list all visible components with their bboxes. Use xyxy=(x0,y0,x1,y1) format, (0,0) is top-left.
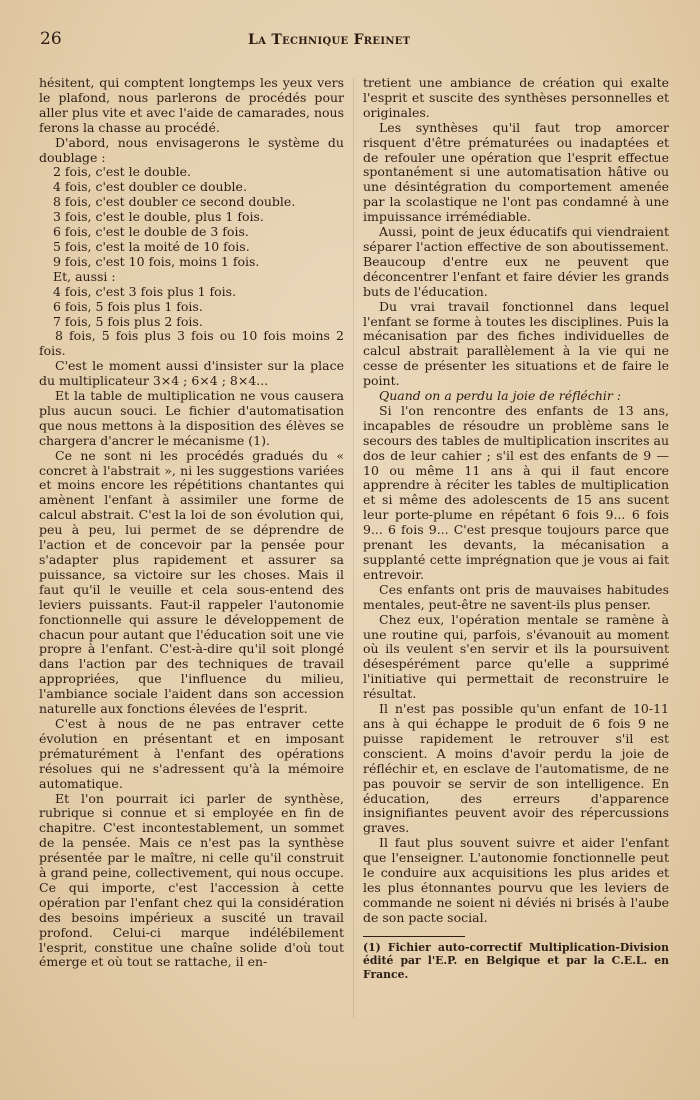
paragraph: Du vrai travail fonctionnel dans lequel l'enfant se forme à toutes les disciplines. Puis la mécanisation par des fiches individuelles de calcul abstrait parallèlement à la vie qui ne cesse de présenter les situations et de faire le point. xyxy=(363,298,669,389)
paragraph: Il faut plus souvent suivre et aider l'enfant que l'enseigner. L'autonomie fonctionnelle peut le conduire aux acquisitions les plus arides et les plus étonnantes pourvu que les leviers de commande ne soient ni déviés ni brisés à l'aube de son pacte social. xyxy=(363,835,669,925)
right-text-column xyxy=(363,76,669,981)
paragraph: 6 fois, 5 fois plus 1 fois. xyxy=(53,298,203,314)
paragraph: 8 fois, 5 fois plus 3 fois ou 10 fois moins 2 fois. xyxy=(39,328,344,359)
paragraph: 5 fois, c'est la moité de 10 fois. xyxy=(53,238,250,254)
paragraph: 3 fois, c'est le double, plus 1 fois. xyxy=(53,209,264,225)
paragraph: Et l'on pourrait ici parler de synthèse, rubrique si connue et si employée en fin de chapitre. C'est incontestablement, un sommet de la pensée. Mais ce n'est pas la synthèse présentée par le maître, ni celle qu'il construit à grand peine, collectivement, qui nous occupe. Ce qui importe, c'est l'accession à cette opération par l'enfant chez qui la considération des besoins impérieux a suscité un travail profond. Celui-ci marque indélébilement l'esprit, constitue une chaîne solide d'où tout émerge et où tout se rattache, il en- xyxy=(39,790,344,970)
footnote: (1) Fichier auto-correctif Multiplication-Division édité par l'E.P. en Belgique et par la C.E.L. en France. xyxy=(363,940,669,981)
paragraph: Et la table de multiplication ne vous causera plus aucun souci. Le fichier d'automatisation que nous mettons à la disposition des élèves se chargera d'ancrer le mécanisme (1). xyxy=(39,388,344,448)
column-divider xyxy=(353,78,354,1018)
paragraph: D'abord, nous envisagerons le système du doublage : xyxy=(39,134,344,165)
paragraph: 4 fois, c'est 3 fois plus 1 fois. xyxy=(53,283,237,299)
paragraph: Chez eux, l'opération mentale se ramène à une routine qui, parfois, s'évanouit au moment où ils veulent s'en servir et ils la poursuivent désespérément parce qu'elle a supprimé l'initiative qui permettait de reconstruire le résultat. xyxy=(363,611,669,702)
paragraph: 9 fois, c'est 10 fois, moins 1 fois. xyxy=(53,253,260,269)
paragraph: Et, aussi : xyxy=(53,268,116,284)
paragraph: hésitent, qui comptent longtemps les yeux vers le plafond, nous parlerons de procédés pour aller plus vite et avec l'aide de camarades, nous ferons la chasse au procédé. xyxy=(39,75,344,135)
page-number: 26 xyxy=(40,29,62,49)
paragraph: Ce ne sont ni les procédés gradués du « concret à l'abstrait », ni les suggestions variées et moins encore les répétitions chantantes qui amènent l'enfant à assimiler une forme de calcul abstrait. C'est la loi de son évolution qui, peu à peu, lui permet de se déprendre de l'action et de concevoir par la pensée pour s'adapter plus rapidement et assurer sa puissance, sa victoire sur les choses. Mais il faut qu'il le veuille et cela sous-entend des leviers puissants. Faut-il rappeler l'autonomie fonctionnelle qui assure le développement de chacun pour autant que l'éducation soit une vie propre à l'enfant. C'est-à-dire qu'il soit plongé dans l'action par des techniques de travail appropriées, que l'influence du milieu, l'ambiance sociale l'aident dans son accession naturelle aux fonctions élevées de l'esprit. xyxy=(39,447,344,717)
paragraph: Ces enfants ont pris de mauvaises habitudes mentales, peut-être ne savent-ils plus penser. xyxy=(363,581,669,612)
paragraph: 4 fois, c'est doubler ce double. xyxy=(53,179,247,195)
page-header xyxy=(0,26,700,56)
footnote-rule xyxy=(363,936,465,937)
paragraph: 8 fois, c'est doubler ce second double. xyxy=(53,194,296,210)
running-title: La Technique Freinet xyxy=(248,32,411,48)
section-heading: Quand on a perdu la joie de réfléchir : xyxy=(379,388,622,404)
paragraph: Aussi, point de jeux éducatifs qui viendraient séparer l'action effective de son aboutissement. Beaucoup d'entre eux ne peuvent que déconcentrer l'enfant et faire dévier les grands buts de l'éducation. xyxy=(363,224,669,299)
paragraph: Si l'on rencontre des enfants de 13 ans, incapables de résoudre un problème sans le secours des tables de multiplication inscrites au dos de leur cahier ; s'il est des enfants de 9 — 10 ou même 11 ans à qui il faut encore apprendre à réciter les tables de multiplication et si même des adolescents de 15 ans sucent leur porte-plume en répétant 6 fois 9... 6 fois 9... 6 fois 9... C'est presque toujours parce que prenant les devants, la mécanisation a supplanté cette imprégnation que je vous ai fait entrevoir. xyxy=(363,402,669,582)
right-column-body xyxy=(363,76,669,926)
paragraph: C'est le moment aussi d'insister sur la place du multiplicateur 3×4 ; 6×4 ; 8×4... xyxy=(39,358,344,389)
paragraph: 7 fois, 5 fois plus 2 fois. xyxy=(53,313,203,329)
paragraph: Il n'est pas possible qu'un enfant de 10-11 ans à qui échappe le produit de 6 fois 9 ne puisse rapidement le retrouver s'il est conscient. A moins d'avoir perdu la joie de réfléchir et, en esclave de l'automatisme, de ne pas pouvoir se servir de son intelligence. En éducation, des erreurs d'apparence insignifiantes peuvent avoir des répercussions graves. xyxy=(363,701,669,836)
paragraph: tretient une ambiance de création qui exalte l'esprit et suscite des synthèses personnelles et originales. xyxy=(363,75,669,120)
paragraph: C'est à nous de ne pas entraver cette évolution en présentant et en imposant prématurément à l'enfant des opérations résolues qui ne s'adressent qu'à la mémoire automatique. xyxy=(39,715,344,791)
paragraph: Les synthèses qu'il faut trop amorcer risquent d'être prématurées ou inadaptées et de refouler une opération que l'esprit effectue spontanément si une automatisation hâtive ou une désintégration du comportement amenée par la scolastique ne l'ont pas condamné à une impuissance irrémédiable. xyxy=(363,119,669,225)
left-text-column xyxy=(39,76,344,970)
paragraph: 2 fois, c'est le double. xyxy=(53,164,192,180)
paragraph: 6 fois, c'est le double de 3 fois. xyxy=(53,224,249,240)
